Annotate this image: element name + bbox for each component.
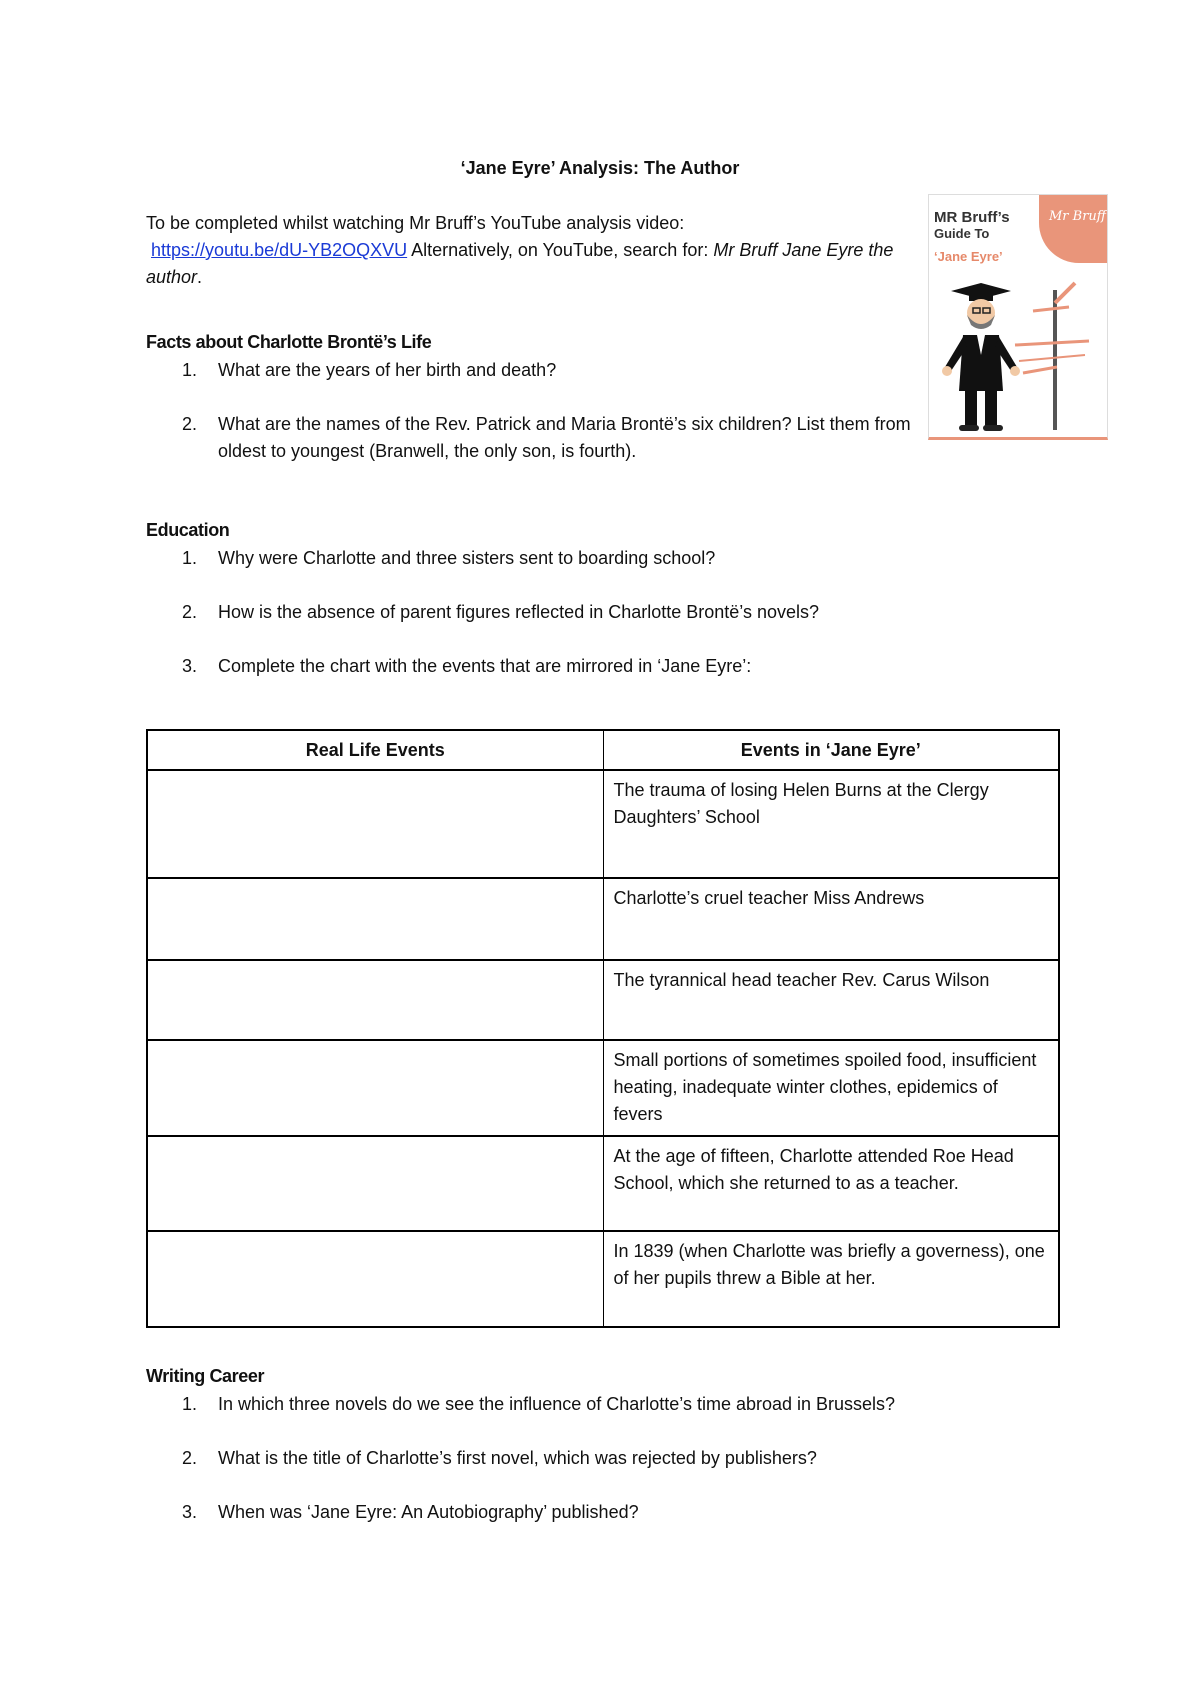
table-row [147,770,1059,878]
mr-bruff-logo-badge: Mr Bruff [1039,195,1107,263]
education-heading: Education [146,520,230,540]
education-question: 3. Complete the chart with the events that are mirrored in ‘Jane Eyre’: [182,656,752,676]
jane-eyre-event-cell: Small portions of sometimes spoiled food, insufficient heating, inadequate winter clothes, epidemics of fevers [603,1040,1059,1136]
table-row [147,960,1059,1040]
writing-question: 2. What is the title of Charlotte’s first novel, which was rejected by publishers? [182,1448,817,1468]
intro-paragraph: To be completed whilst watching Mr Bruff’s YouTube analysis video: https://youtu.be/dU-YB2OQXVU Alternatively, on YouTube, search for: Mr Bruff Jane Eyre the author. [146,213,894,287]
education-question-list [146,545,926,707]
education-question: 1. Why were Charlotte and three sisters sent to boarding school? [182,548,716,568]
writing-question: 3. When was ‘Jane Eyre: An Autobiography’ published? [182,1502,639,1522]
table-row [147,878,1059,960]
teacher-signpost-illustration [929,195,1107,437]
search-terms: Mr Bruff Jane Eyre the author [146,240,894,287]
real-life-event-cell[interactable] [147,1136,603,1231]
real-life-event-cell[interactable] [147,770,603,878]
writing-career-heading: Writing Career [146,1366,265,1386]
facts-question: 2. What are the names of the Rev. Patrick and Maria Brontë’s six children? List them from oldest to youngest (Branwell, the only son, is fourth). [182,414,911,461]
real-life-event-cell[interactable] [147,878,603,960]
real-life-event-cell[interactable] [147,1040,603,1136]
youtube-link[interactable]: https://youtu.be/dU-YB2OQXVU [151,240,408,260]
column-header-real-life: Real Life Events [147,730,603,770]
writing-question-list [146,1391,1006,1553]
column-header-jane-eyre: Events in ‘Jane Eyre’ [603,730,1059,770]
mr-bruff-guide-thumbnail: Mr Bruff MR Bruff’s Guide To ‘Jane Eyre’ [928,194,1108,440]
page-title: ‘Jane Eyre’ Analysis: The Author [460,158,740,178]
jane-eyre-event-cell: The trauma of losing Helen Burns at the Clergy Daughters’ School [603,770,1059,878]
intro-alternative-text: Alternatively, on YouTube, search for: [407,240,714,260]
jane-eyre-event-cell: In 1839 (when Charlotte was briefly a governess), one of her pupils threw a Bible at her. [603,1231,1059,1327]
facts-question: 1. What are the years of her birth and death? [182,360,557,380]
real-life-event-cell[interactable] [147,1231,603,1327]
events-table [146,729,1060,1328]
table-header-row [147,730,1059,770]
writing-question: 1. In which three novels do we see the influence of Charlotte’s time abroad in Brussels? [182,1394,896,1414]
intro-text: To be completed whilst watching Mr Bruff’s YouTube analysis video: [146,213,685,233]
facts-heading: Facts about Charlotte Brontë’s Life [146,332,432,352]
jane-eyre-event-cell: At the age of fifteen, Charlotte attended Roe Head School, which she returned to as a teacher. [603,1136,1059,1231]
table-row [147,1136,1059,1231]
real-life-event-cell[interactable] [147,960,603,1040]
education-question: 2. How is the absence of parent figures reflected in Charlotte Brontë’s novels? [182,602,820,622]
table-row [147,1040,1059,1136]
table-row [147,1231,1059,1327]
facts-question-list [146,357,926,492]
jane-eyre-event-cell: The tyrannical head teacher Rev. Carus Wilson [603,960,1059,1040]
jane-eyre-event-cell: Charlotte’s cruel teacher Miss Andrews [603,878,1059,960]
